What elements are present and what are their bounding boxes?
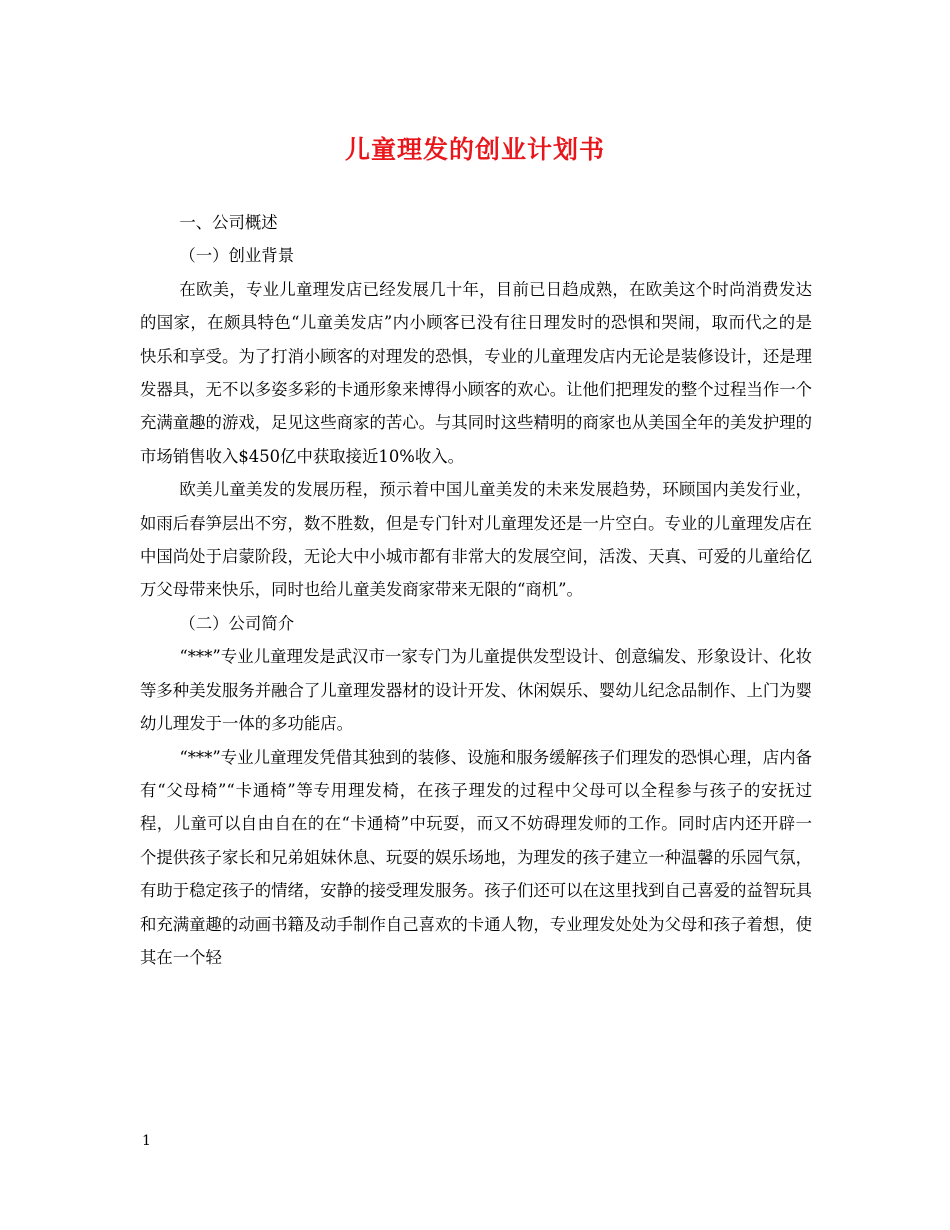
body-paragraph: 欧美儿童美发的发展历程，预示着中国儿童美发的未来发展趋势，环顾国内美发行业，如雨后春笋层出不穷，数不胜数，但是专门针对儿童理发还是一片空白。专业的儿童理发店在中国尚处于启蒙阶段，无论大中小城市都有非常大的发展空间，活泼、天真、可爱的儿童给亿万父母带来快乐，同时也给儿童美发商家带来无限的“商机”。 <box>140 480 813 600</box>
body-paragraph: “***”专业儿童理发凭借其独到的装修、设施和服务缓解孩子们理发的恐惧心理，店内备有“父母椅”“卡通椅”等专用理发椅，在孩子理发的过程中父母可以全程参与孩子的安抚过程，儿童可以自由自在的在“卡通椅”中玩耍，而又不妨碍理发师的工作。同时店内还开辟一个提供孩子家长和兄弟姐妹休息、玩耍的娱乐场地，为理发的孩子建立一种温馨的乐园气氛，有助于稳定孩子的情绪，安静的接受理发服务。孩子们还可以在这里找到自己喜爱的益智玩具和充满童趣的动画书籍及动手制作自己喜欢的卡通人物，专业理发处处为父母和孩子着想，使其在一个轻 <box>140 747 813 967</box>
subsection-heading: （二）公司简介 <box>179 613 295 633</box>
body-paragraph: 在欧美，专业儿童理发店已经发展几十年，目前已日趋成熟，在欧美这个时尚消费发达的国家，在颇具特色“儿童美发店”内小顾客已没有往日理发时的恐惧和哭闹，取而代之的是快乐和享受。为了打消小顾客的对理发的恐惧，专业的儿童理发店内无论是装修设计，还是理发器具，无不以多姿多彩的卡通形象来博得小顾客的欢心。让他们把理发的整个过程当作一个充满童趣的游戏，足见这些商家的苦心。与其同时这些精明的商家也从美国全年的美发护理的市场销售收入$450亿中获取接近10%收入。 <box>140 279 813 466</box>
page-number: 1 <box>142 1133 151 1149</box>
document-body <box>140 206 812 974</box>
body-paragraph: “***”专业儿童理发是武汉市一家专门为儿童提供发型设计、创意编发、形象设计、化妆等多种美发服务并融合了儿童理发器材的设计开发、休闲娱乐、婴幼儿纪念品制作、上门为婴幼儿理发于一体的多功能店。 <box>140 647 813 734</box>
section-heading: 一、公司概述 <box>179 213 278 232</box>
subsection-heading: （一）创业背景 <box>179 246 295 266</box>
document-title: 儿童理发的创业计划书 <box>344 135 605 164</box>
